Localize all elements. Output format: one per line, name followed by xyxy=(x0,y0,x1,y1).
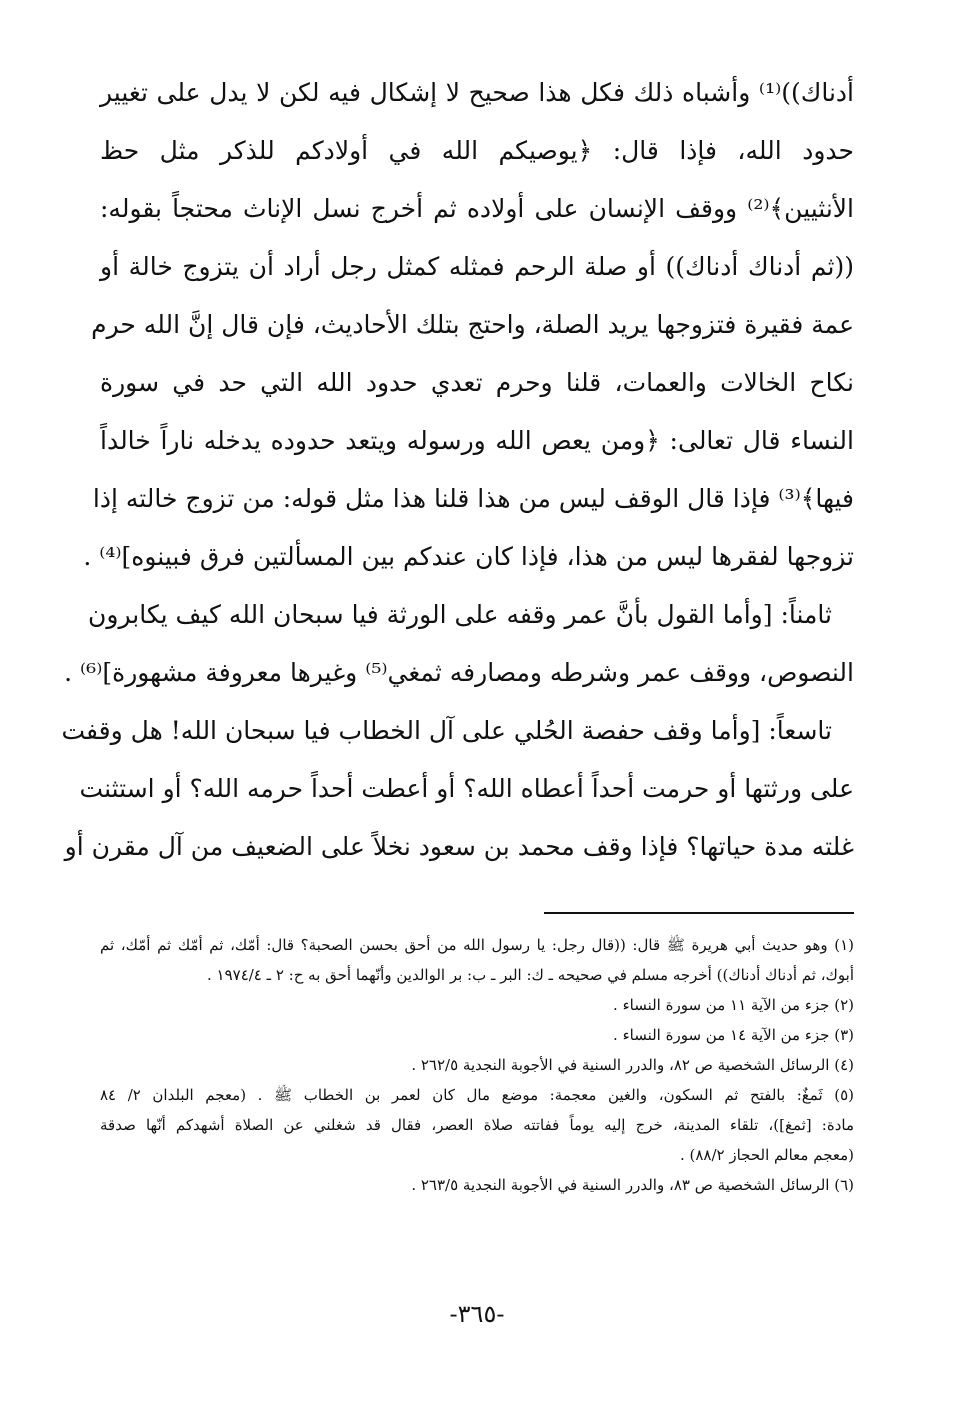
footnote-line: (٥) ثَمغٌ: بالفتح ثم السكون، والغين معجمة: موضع مال كان لعمر بن الخطاب ﷺ . (معجم البلدان ٢/ ٨٤ xyxy=(100,1086,854,1104)
footnote-line: (١) وهو حديث أبي هريرة ﷺ قال: ((قال رجل: يا رسول الله من أحق بحسن الصحبة؟ قال: أمّك، ثم أمّك ثم أمّك، ثم xyxy=(100,936,854,954)
text-line: ثامناً: [وأما القول بأنَّ عمر وقفه على الورثة فيا سبحان الله كيف يكابرون xyxy=(88,600,832,629)
text-line: أدناك))⁽¹⁾ وأشباه ذلك فكل هذا صحيح لا إشكال فيه لكن لا يدل على تغيير xyxy=(100,78,854,107)
text-line: على ورثتها أو حرمت أحداً أعطاه الله؟ أو أعطت أحداً حرمه الله؟ أو استثنت xyxy=(79,774,854,803)
footnote-line: (٤) الرسائل الشخصية ص ٨٢، والدرر السنية في الأجوبة النجدية ٢٦٢/٥ . xyxy=(411,1056,854,1074)
footnote-separator xyxy=(544,912,854,914)
page-number: -٣٦٥- xyxy=(449,1300,505,1328)
text-line: النساء قال تعالى: ﴿ومن يعص الله ورسوله ويتعد حدوده يدخله ناراً خالداً xyxy=(100,426,854,455)
footnote-line: (٦) الرسائل الشخصية ص ٨٣، والدرر السنية في الأجوبة النجدية ٢٦٣/٥ . xyxy=(411,1176,854,1194)
text-line: تزوجها لفقرها ليس من هذا، فإذا كان عندكم بين المسألتين فرق فبينوه]⁽⁴⁾ . xyxy=(83,542,854,571)
footnote-line: مادة: [ثمغ])، تلقاء المدينة، خرج إليه يوماً ففاتته صلاة العصر، فقال قد شغلني عن الصلاة أشهدكم أنّها صدقة xyxy=(100,1116,854,1134)
footnote-line: (معجم معالم الحجاز ٨٨/٢) . xyxy=(679,1146,854,1164)
text-line: الأنثيين﴾⁽²⁾ ووقف الإنسان على أولاده ثم أخرج نسل الإناث محتجاً بقوله: xyxy=(100,194,854,223)
text-line: تاسعاً: [وأما وقف حفصة الحُلي على آل الخطاب فيا سبحان الله! هل وقفت xyxy=(61,716,832,745)
text-line: ((ثم أدناك أدناك)) أو صلة الرحم فمثله كمثل رجل أراد أن يتزوج خالة أو xyxy=(100,252,854,281)
text-line: حدود الله، فإذا قال: ﴿يوصيكم الله في أولادكم للذكر مثل حظ xyxy=(100,136,854,165)
text-line: فيها﴾⁽³⁾ فإذا قال الوقف ليس من هذا قلنا هذا مثل قوله: من تزوج خالته إذا xyxy=(92,484,854,513)
text-line: نكاح الخالات والعمات، قلنا وحرم تعدي حدود الله التي حد في سورة xyxy=(100,368,854,397)
footnotes xyxy=(100,930,854,1200)
text-line: النصوص، ووقف عمر وشرطه ومصارفه ثمغي⁽⁵⁾ وغيرها معروفة مشهورة]⁽⁶⁾ . xyxy=(64,658,854,687)
text-line: عمة فقيرة فتزوجها يريد الصلة، واحتج بتلك الأحاديث، فإن قال إنَّ الله حرم xyxy=(91,310,854,339)
footnote-line: (٢) جزء من الآية ١١ من سورة النساء . xyxy=(613,996,854,1014)
footnote-line: (٣) جزء من الآية ١٤ من سورة النساء . xyxy=(613,1026,854,1044)
text-line: غلته مدة حياتها؟ فإذا وقف محمد بن سعود نخلاً على الضعيف من آل مقرن أو xyxy=(64,832,854,861)
main-text xyxy=(61,64,854,876)
footnote-line: أبوك، ثم أدناك أدناك)) أخرجه مسلم في صحيحه ـ ك: البر ـ ب: بر الوالدين وأنّهما أحق به ح: ٢ ـ ١٩٧٤/٤ . xyxy=(206,966,854,984)
